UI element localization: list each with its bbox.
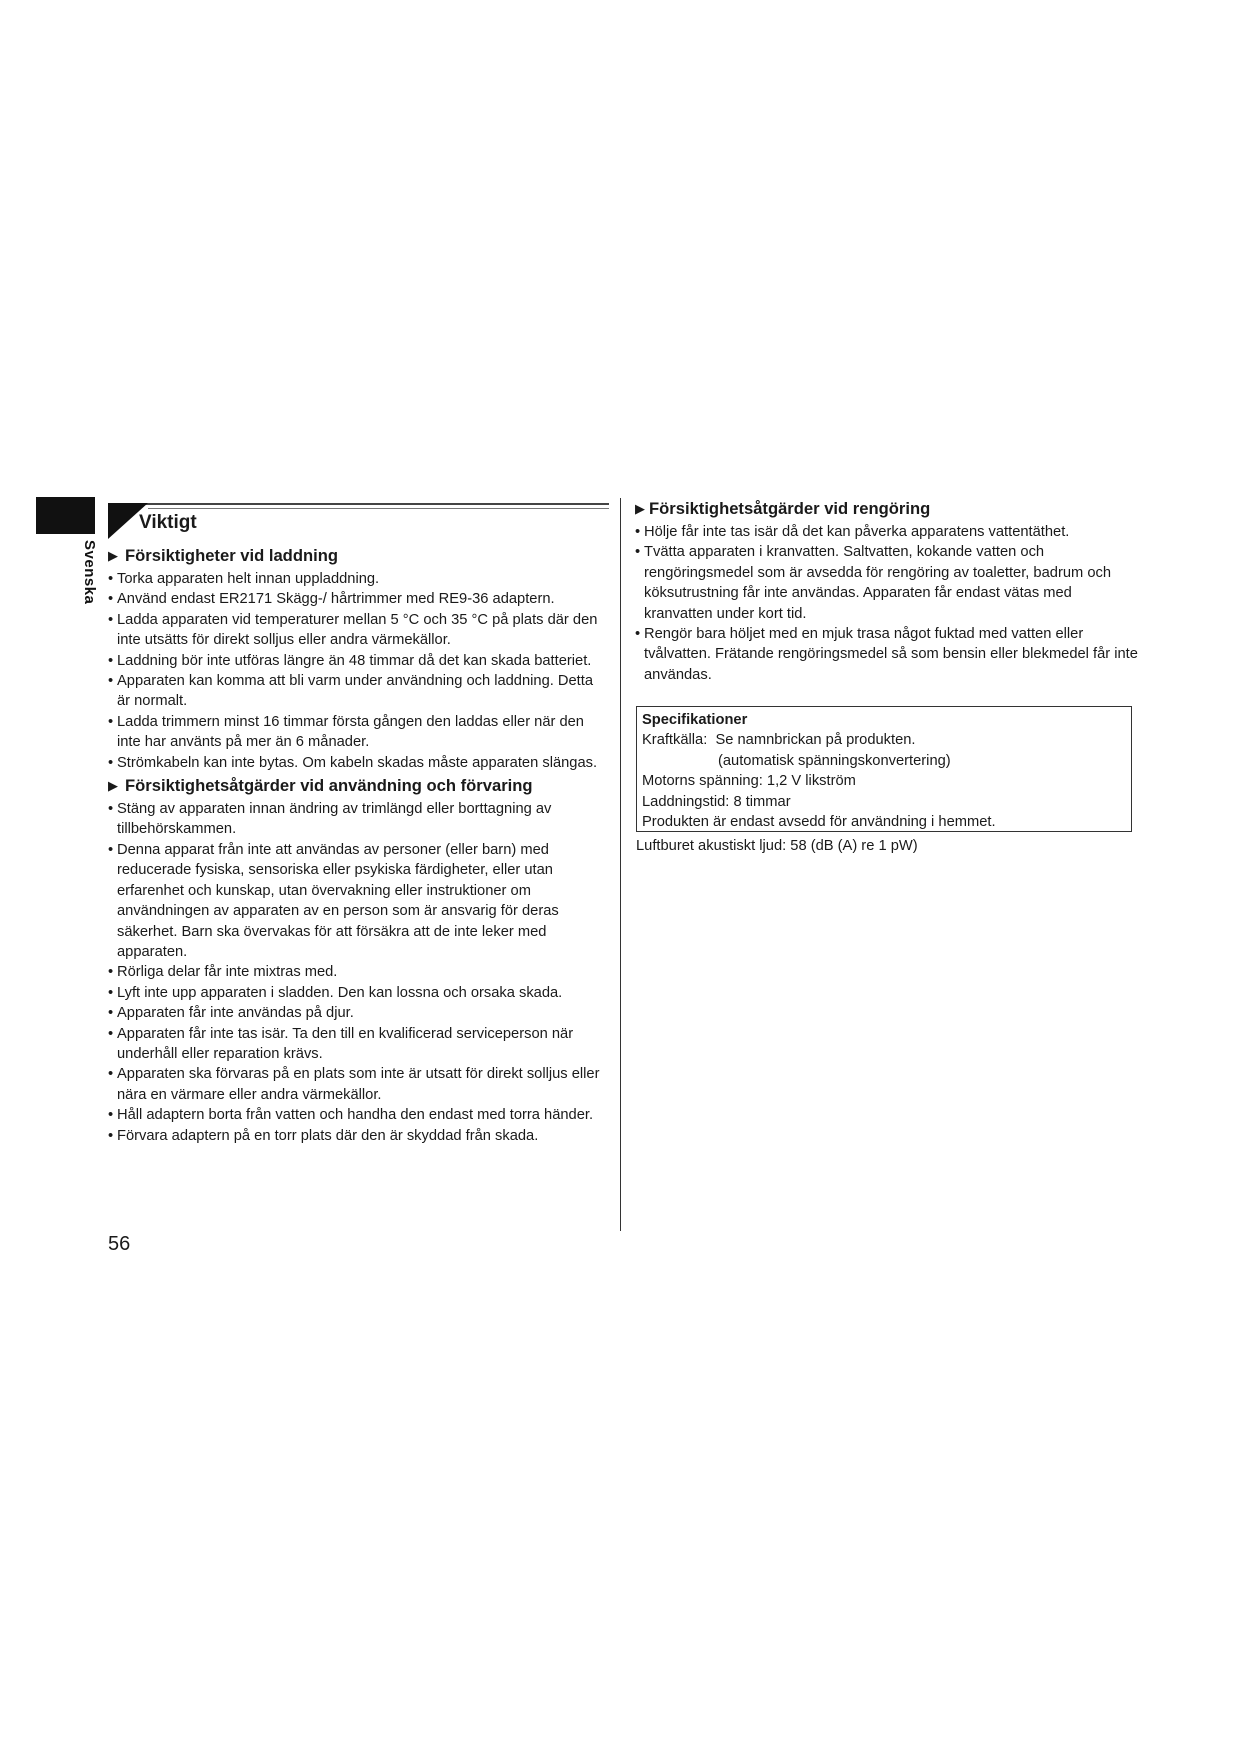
language-label: Svenska [81,540,98,605]
bullet-icon: • [108,1107,114,1124]
section-heading [635,498,1140,521]
list-item [108,651,610,671]
bullet-icon: • [108,571,114,587]
list-item [108,589,610,609]
spec-motor-voltage: Motorns spänning: 1,2 V likström [642,773,856,790]
section-rule [108,503,609,505]
list-item [108,569,610,589]
bullet-list [108,569,610,773]
list-item-text: Ladda apparaten vid temperaturer mellan 5 °C och 35 °C på plats där den inte utsätts för direkt solljus eller andra värmekällor. [117,611,598,649]
bullet-icon: • [108,1005,114,1022]
list-item [635,542,1140,624]
list-item [108,753,610,773]
list-item [108,1105,610,1125]
triangle-bullet-icon: ▶ [635,501,645,516]
bullet-icon: • [108,673,114,690]
list-item-text: Håll adaptern borta från vatten och handha den endast med torra händer. [117,1107,594,1124]
list-item [108,1064,610,1105]
list-item-text: Strömkabeln kan inte bytas. Om kabeln skadas måste apparaten slängas. [117,754,598,771]
list-item-text: Stäng av apparaten innan ändring av trimlängd eller borttagning av tillbehörskammen. [117,801,552,838]
bullet-icon: • [108,801,114,818]
page-number: 56 [108,1233,131,1255]
section-rule-secondary [148,508,609,509]
list-item-text: Förvara adaptern på en torr plats där den är skyddad från skada. [117,1127,539,1144]
section-heading-text: Försiktigheter vid laddning [125,546,338,565]
bullet-icon: • [108,754,114,771]
list-item-text: Torka apparaten helt innan uppladdning. [117,571,380,587]
section-heading-text: Försiktighetsåtgärder vid rengöring [649,499,931,518]
list-item [108,983,610,1003]
bullet-icon: • [108,964,114,981]
list-item [108,610,610,651]
list-item [108,962,610,982]
list-item [108,840,610,962]
list-item-text: Apparaten får inte tas isär. Ta den till en kvalificerad serviceperson när underhåll eller reparation krävs. [117,1025,574,1062]
list-item-text: Denna apparat från inte att användas av personer (eller barn) med reducerade fysiska, sensoriska eller psykiska färdigheter, eller utan erfarenhet och kunskap, utan övervakning eller instruktioner om användningen av apparaten av en person som är ansvarig för deras säkerhet. Barn ska övervakas för att försäkra att de inte leker med apparaten. [117,841,559,960]
left-column [108,545,610,1148]
bullet-list [108,799,610,1146]
section-heading [108,545,610,568]
list-item-text: Rengör bara höljet med en mjuk trasa något fuktad med vatten eller tvålvatten. Frätande rengöringsmedel så som bensin eller blekmedel får inte användas. [644,626,1138,683]
bullet-icon: • [108,652,114,669]
bullet-icon: • [108,1025,114,1042]
bullet-icon: • [635,524,641,540]
spec-power-source-note: (automatisk spänningskonvertering) [718,752,951,769]
list-item [635,624,1140,685]
list-item [108,712,610,753]
language-tab [36,497,95,534]
list-item-text: Rörliga delar får inte mixtras med. [117,964,338,981]
specifications-box [636,706,1132,832]
list-item-text: Apparaten kan komma att bli varm under användning och laddning. Detta är normalt. [117,673,594,710]
bullet-icon: • [108,591,114,608]
bullet-icon: • [108,611,114,628]
list-item-text: Apparaten ska förvaras på en plats som inte är utsatt för direkt solljus eller nära en värmare eller andra värmekällor. [117,1066,600,1103]
list-item-text: Lyft inte upp apparaten i sladden. Den kan lossna och orsaka skada. [117,984,563,1001]
bullet-icon: • [108,841,114,858]
specifications-title: Specifikationer [642,712,748,728]
list-item [108,1024,610,1065]
list-item [108,671,610,712]
triangle-bullet-icon: ▶ [108,548,118,563]
list-item-text: Laddning bör inte utföras längre än 48 timmar då det kan skada batteriet. [117,652,592,669]
list-item-text: Ladda trimmern minst 16 timmar första gången den laddas eller när den inte har använts på mer än 6 månader. [117,713,584,751]
bullet-list [635,522,1140,685]
bullet-icon: • [108,1127,114,1144]
right-column [635,498,1140,687]
list-item [108,799,610,840]
list-item-text: Hölje får inte tas isär då det kan påverka apparatens vattentäthet. [644,524,1070,540]
spec-power-source: Kraftkälla: Se namnbrickan på produkten. [642,732,916,749]
list-item-text: Apparaten får inte användas på djur. [117,1005,354,1022]
section-heading [108,775,610,798]
list-item [635,522,1140,542]
triangle-bullet-icon: ▶ [108,778,118,794]
spec-charging-time: Laddningstid: 8 timmar [642,793,791,810]
list-item [108,1003,610,1023]
section-heading-text: Försiktighetsåtgärder vid användning och förvaring [125,776,533,796]
bullet-icon: • [635,544,641,561]
column-divider [620,498,621,1231]
list-item [108,1126,610,1146]
bullet-icon: • [635,626,641,643]
spec-noise: Luftburet akustiskt ljud: 58 (dB (A) re 1 pW) [636,838,918,854]
list-item-text: Tvätta apparaten i kranvatten. Saltvatten, kokande vatten och rengöringsmedel som är avsedda för rengöring av toaletter, badrum och köksutrustning får inte användas. Apparaten får endast vätas med kranvatten under kort tid. [644,544,1111,622]
section-title: Viktigt [139,512,197,533]
list-item-text: Använd endast ER2171 Skägg-/ hårtrimmer med RE9-36 adaptern. [117,591,555,608]
spec-home-use: Produkten är endast avsedd för användning i hemmet. [642,814,996,831]
bullet-icon: • [108,984,114,1001]
bullet-icon: • [108,1066,114,1083]
bullet-icon: • [108,713,114,730]
